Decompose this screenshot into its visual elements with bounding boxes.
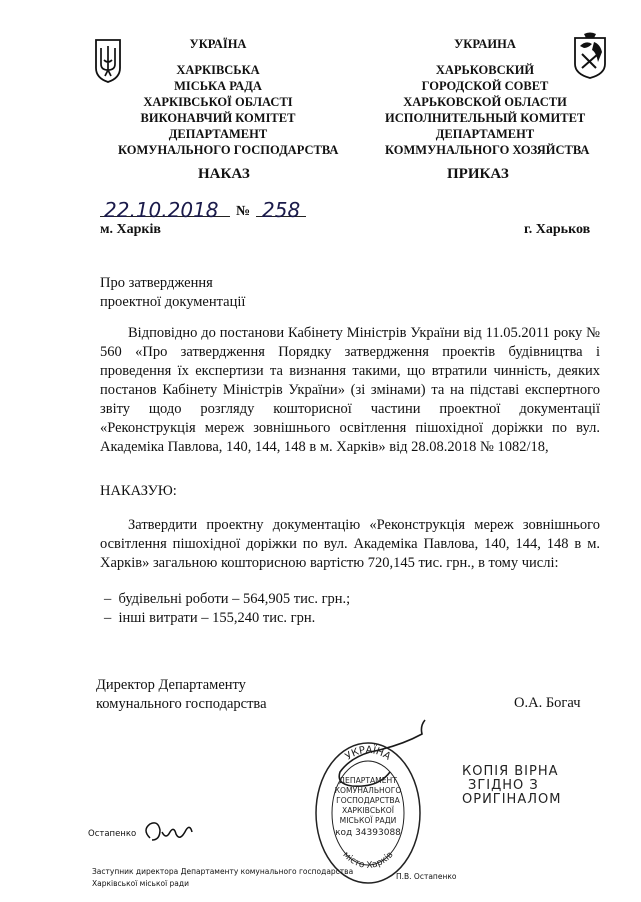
list-item-text: будівельні роботи – 564,905 тис. грн.; bbox=[118, 591, 351, 607]
list-dash: – bbox=[104, 610, 112, 626]
subject-line: проектної документації bbox=[100, 294, 246, 310]
copy-stamp-line: КОПІЯ ВІРНА bbox=[462, 764, 559, 779]
subject bbox=[100, 274, 245, 312]
header-right-line: КОММУНАЛЬНОГО ХОЗЯЙСТВА bbox=[385, 143, 590, 157]
header-right-line: ГОРОДСКОЙ СОВЕТ bbox=[421, 79, 549, 93]
stamp-line: ДЕПАРТАМЕНТ bbox=[339, 776, 397, 785]
doc-type-left: НАКАЗ bbox=[198, 166, 250, 182]
header-right-line: ИСПОЛНИТЕЛЬНЫЙ КОМИТЕТ bbox=[385, 111, 586, 125]
order-date: 22.10.2018 bbox=[104, 198, 219, 222]
stamp-line: ГОСПОДАРСТВА bbox=[336, 796, 400, 805]
certifier-signature bbox=[140, 816, 200, 848]
header-left-line: ХАРКІВСЬКОЇ ОБЛАСТІ bbox=[143, 95, 293, 109]
doc-type-right: ПРИКАЗ bbox=[447, 166, 509, 182]
header-left-block bbox=[118, 36, 339, 158]
stamp-line: КОМУНАЛЬНОГО bbox=[334, 786, 402, 795]
certifier-role: Заступник директора Департаменту комунального господарства bbox=[92, 867, 354, 876]
certifier-org: Харківської міської ради bbox=[92, 879, 189, 888]
signature-position-line: комунального господарства bbox=[96, 696, 267, 712]
header-right-line: ДЕПАРТАМЕНТ bbox=[435, 127, 535, 141]
cost-list bbox=[104, 590, 350, 628]
subject-line: Про затвердження bbox=[100, 275, 213, 291]
header-left-line: УКРАЇНА bbox=[189, 37, 247, 51]
preamble-paragraph: Відповідно до постанови Кабінету Міністрів України від 11.05.2011 року № 560 «Про затвердження Порядку затвердження проектів будівництва і проведення їх експертизи та визнання такими, що втратили чинність, деяких постанов Кабінету Міністрів України» (зі змінами) та на підставі експертного звіту щодо розгляду кошторисної частини проектної документації «Реконструкція мереж зовнішнього освітлення пішохідної доріжки по вул. Академіка Павлова, 140, 144, 148 в м. Харків» від 28.08.2018 № 1082/18, bbox=[100, 325, 600, 455]
header-left-line: КОМУНАЛЬНОГО ГОСПОДАРСТВА bbox=[118, 143, 339, 157]
list-item-text: інші витрати – 155,240 тис. грн. bbox=[118, 610, 316, 626]
signature-position-line: Директор Департаменту bbox=[96, 677, 246, 693]
city-left: м. Харків bbox=[100, 222, 161, 237]
order-word: НАКАЗУЮ: bbox=[100, 483, 177, 499]
certifier-short-name: П.В. Остапенко bbox=[396, 872, 457, 881]
signature-name: О.А. Богач bbox=[514, 695, 581, 711]
copy-certification-stamp bbox=[462, 765, 561, 807]
header-left-line: ВИКОНАВЧИЙ КОМІТЕТ bbox=[140, 111, 296, 125]
certifier-name: Остапенко bbox=[88, 829, 137, 839]
number-sign: № bbox=[236, 204, 251, 219]
stamp-ring-bottom-text: місто Харків bbox=[340, 850, 396, 872]
certifier-role-block bbox=[92, 866, 353, 890]
city-right: г. Харьков bbox=[524, 222, 591, 237]
header-left-line: МІСЬКА РАДА bbox=[174, 79, 262, 93]
header-right-block bbox=[385, 36, 590, 158]
list-dash: – bbox=[104, 591, 112, 607]
header-left-line: ДЕПАРТАМЕНТ bbox=[168, 127, 268, 141]
stamp-code: код 34393088 bbox=[335, 828, 401, 838]
header-right-line: УКРАИНА bbox=[454, 37, 516, 51]
list-item bbox=[104, 609, 350, 628]
order-number: 258 bbox=[262, 198, 301, 222]
copy-stamp-line: ЗГІДНО З bbox=[468, 778, 539, 793]
copy-stamp-line: ОРИГІНАЛОМ bbox=[462, 792, 562, 807]
stamp-line: ХАРКІВСЬКОЇ bbox=[342, 806, 394, 815]
signature-position bbox=[96, 676, 267, 714]
stamp-center-text bbox=[322, 776, 414, 838]
header-right-line: ХАРЬКОВСКОЙ ОБЛАСТИ bbox=[403, 95, 567, 109]
list-item bbox=[104, 590, 350, 609]
header-left-line: ХАРКІВСЬКА bbox=[176, 63, 260, 77]
stamp-ring-top-text: УКРАЇНА bbox=[343, 744, 393, 763]
header-right-line: ХАРЬКОВСКИЙ bbox=[435, 63, 535, 77]
order-paragraph: Затвердити проектну документацію «Реконструкція мереж зовнішнього освітлення пішохідної доріжки по вул. Академіка Павлова, 140, 144, 148 в м. Харків» загальною кошторисною вартістю 720,145 тис. грн., в тому числі: bbox=[100, 517, 600, 571]
stamp-line: МІСЬКОЇ РАДИ bbox=[339, 816, 397, 825]
